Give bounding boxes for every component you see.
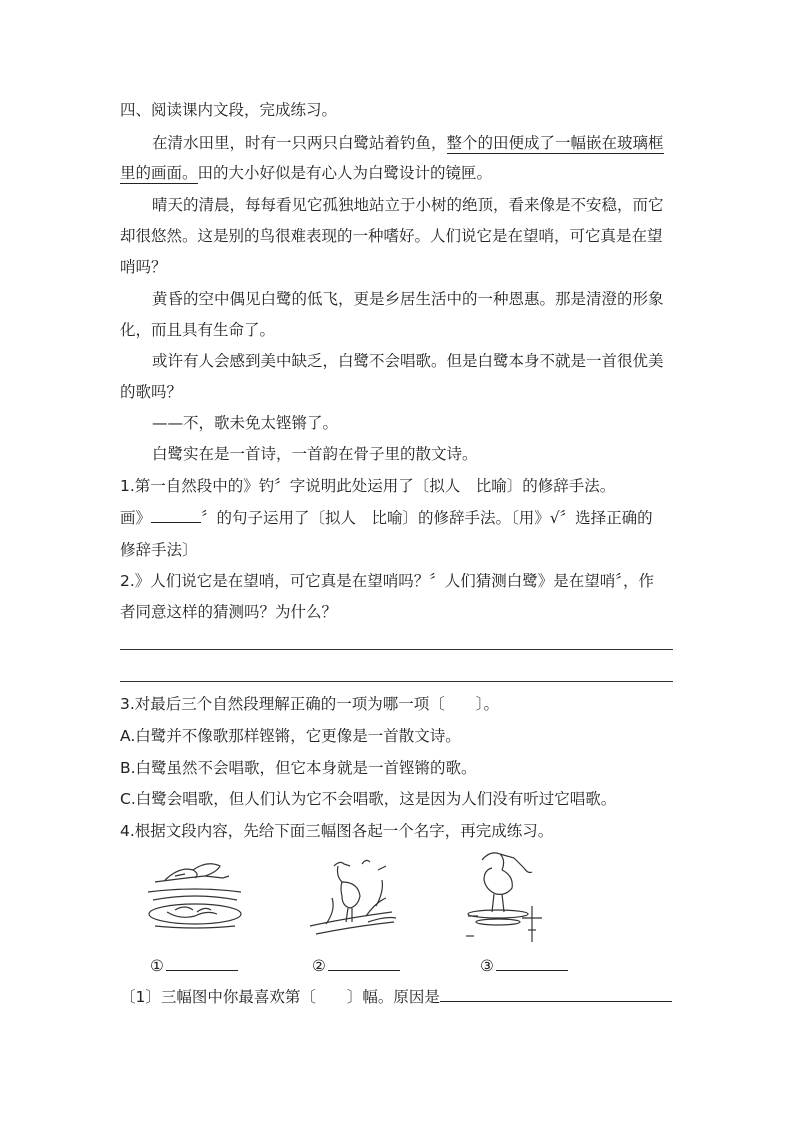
- answer-line-2[interactable]: [120, 681, 673, 682]
- q1-line3: 修辞手法〕: [120, 541, 198, 559]
- reason-blank[interactable]: [440, 987, 672, 1002]
- caption-1: [150, 956, 238, 976]
- passage-p4-line1: 或许有人会感到美中缺乏，白鹭不会唱歌。但是白鹭本身不就是一首很优美: [152, 352, 664, 370]
- caption-1-blank[interactable]: [166, 956, 238, 971]
- egret-wading-picture: [462, 846, 552, 946]
- caption-2: [312, 956, 400, 976]
- answer-line-1[interactable]: [120, 649, 673, 650]
- p1-underlined-a: 整个的田便成了一幅嵌在玻璃框: [446, 134, 664, 152]
- passage-p2-line2: 却很悠然。这是别的鸟很难表现的一种嗜好。人们说它是在望哨，可它真是在望: [120, 227, 663, 245]
- egret-perched-picture: [306, 852, 398, 938]
- p1-underlined-b: 里的画面。: [120, 164, 198, 182]
- passage-p3-line2: 化，而且具有生命了。: [120, 321, 276, 339]
- caption-3-blank[interactable]: [496, 956, 568, 971]
- passage-p1-line1: [152, 133, 664, 153]
- caption-3-label: ③: [480, 957, 494, 975]
- caption-1-label: ①: [150, 957, 164, 975]
- q2-line2: 者同意这样的猜测吗？为什么？: [120, 603, 338, 621]
- q4-stem: 4.根据文段内容，先给下面三幅图各起一个名字，再完成练习。: [120, 822, 554, 840]
- q3-option-b[interactable]: B.白鹭虽然不会唱歌，但它本身就是一首铿锵的歌。: [120, 759, 477, 777]
- q1-blank[interactable]: [151, 508, 201, 523]
- q1-line2-a: 画》: [120, 509, 152, 527]
- q3-option-a[interactable]: A.白鹭并不像歌那样铿锵，它更像是一首散文诗。: [120, 727, 461, 745]
- caption-2-blank[interactable]: [328, 956, 400, 971]
- p1-plain-b: 田的大小好似是有心人为白鹭设计的镜匣。: [197, 164, 493, 182]
- passage-p6: 白鹭实在是一首诗，一首韵在骨子里的散文诗。: [152, 445, 478, 463]
- passage-p4-line2: 的歌吗？: [120, 383, 183, 401]
- passage-p5: ——不，歌未免太铿锵了。: [152, 414, 339, 432]
- caption-2-label: ②: [312, 957, 326, 975]
- q1-line2: [120, 508, 653, 528]
- egret-flying-picture: [145, 852, 245, 932]
- passage-p2-line3: 哨吗？: [120, 258, 167, 276]
- q2-line1: 2.》人们说它是在望哨，可它真是在望哨吗？〞人们猜测白鹭》是在望哨〞，作: [120, 572, 655, 590]
- passage-p1-line2: [120, 163, 492, 183]
- q4-sub1-text: 〔1〕三幅图中你最喜欢第〔 〕幅。原因是: [120, 988, 440, 1006]
- passage-p3-line1: 黄昏的空中偶见白鹭的低飞，更是乡居生活中的一种恩惠。那是清澄的形象: [152, 290, 664, 308]
- q1-line1: 1.第一自然段中的》钓〞字说明此处运用了〔拟人 比喻〕的修辞手法。: [120, 477, 616, 495]
- q4-sub1: [120, 987, 672, 1007]
- q1-line2-b: 〞的句子运用了〔拟人 比喻〕的修辞手法。〔用》√〞选择正确的: [201, 509, 653, 527]
- q3-stem: 3.对最后三个自然段理解正确的一项为哪一项〔 〕。: [120, 695, 500, 713]
- section-title: 四、阅读课内文段，完成练习。: [120, 101, 338, 119]
- p1-plain: 在清水田里，时有一只两只白鹭站着钓鱼，: [152, 134, 447, 152]
- q3-option-c[interactable]: C.白鹭会唱歌，但人们认为它不会唱歌，这是因为人们没有听过它唱歌。: [120, 790, 617, 808]
- caption-3: [480, 956, 568, 976]
- passage-p2-line1: 晴天的清晨，每每看见它孤独地站立于小树的绝顶，看来像是不安稳，而它: [152, 196, 664, 214]
